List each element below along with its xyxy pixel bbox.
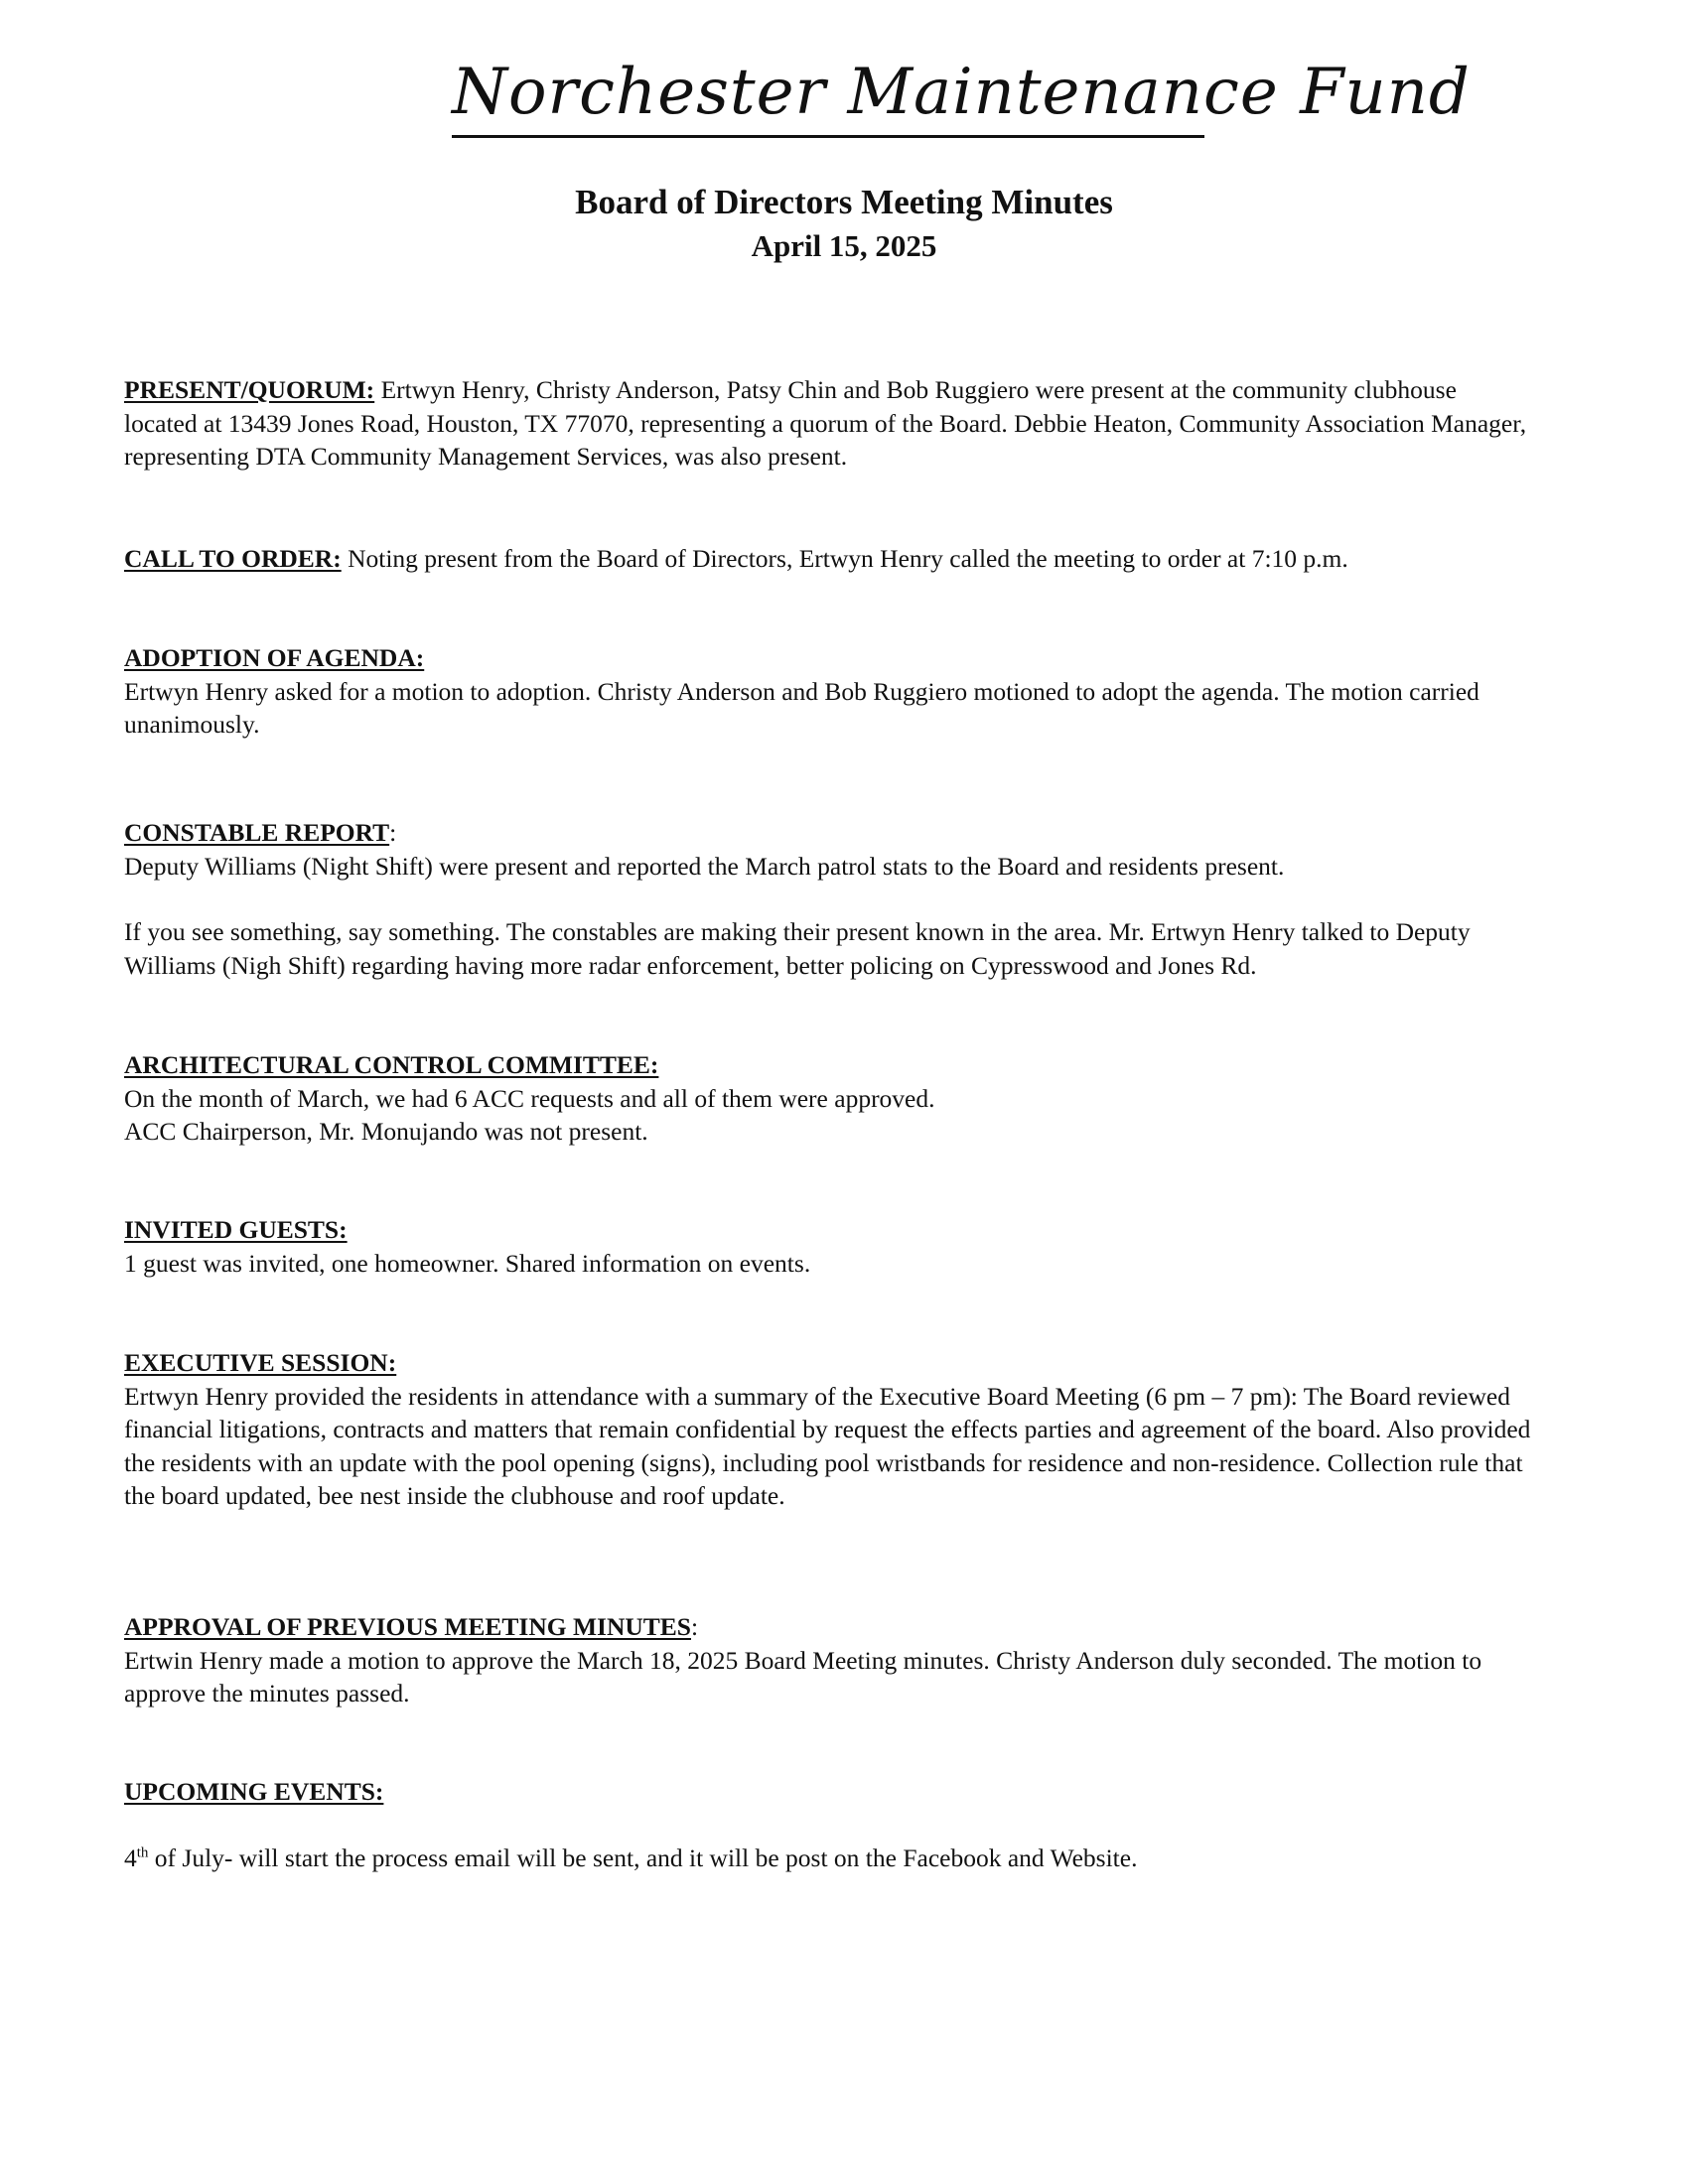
masthead [452,52,1471,138]
section-present-quorum [124,373,1534,474]
constable-line-2: If you see something, say something. The constables are making their present known in the area. Mr. Ertwyn Henry talked to Deputy Williams (Nigh Shift) regarding having more radar enforcement, better policing on Cypresswood and Jones Rd. [124,917,1471,980]
section-invited-guests [124,1213,1534,1280]
executive-heading: EXECUTIVE SESSION: [124,1348,397,1377]
present-quorum-paragraph [124,373,1534,474]
section-upcoming-events [124,1775,1534,1874]
constable-heading-line [124,816,1534,850]
present-quorum-text: Ertwyn Henry, Christy Anderson, Patsy Chin and Bob Ruggiero were present at the community clubhouse located at 13439 Jones Road, Houston, TX 77070, representing a quorum of the Board. Debbie Heaton, Community Association Manager, representing DTA Community Management Services, was also present. [124,375,1527,471]
call-to-order-paragraph [124,542,1534,576]
executive-text: Ertwyn Henry provided the residents in attendance with a summary of the Executive Board Meeting (6 pm – 7 pm): The Board reviewed financial litigations, contracts and matters that remain confidential by request the effects parties and agreement of the board. Also provided the residents with an update with the pool opening (signs), including pool wristbands for residence and non-residence. Collection rule that the board updated, bee nest inside the clubhouse and roof update. [124,1381,1531,1510]
constable-heading-suffix: : [389,818,397,847]
adoption-text: Ertwyn Henry asked for a motion to adoption. Christy Anderson and Bob Ruggiero motioned to adopt the agenda. The motion carried unanimously. [124,676,1479,739]
approval-heading-suffix: : [691,1612,699,1641]
section-executive-session [124,1346,1534,1513]
section-architectural-control [124,1048,1534,1149]
events-text [124,1842,1534,1875]
section-adoption-of-agenda [124,641,1534,742]
events-text-body: of July- will start the process email will be sent, and it will be post on the Facebook and Website. [148,1843,1138,1872]
events-date-suffix: th [136,1844,149,1860]
document-date: April 15, 2025 [751,228,937,263]
acc-heading: ARCHITECTURAL CONTROL COMMITTEE: [124,1050,659,1079]
approval-text: Ertwin Henry made a motion to approve the March 18, 2025 Board Meeting minutes. Christy Anderson duly seconded. The motion to approve the minutes passed. [124,1645,1482,1707]
guests-heading: INVITED GUESTS: [124,1215,348,1244]
events-date-number: 4 [124,1843,137,1872]
section-call-to-order [124,542,1534,576]
masthead-underline [452,135,1204,138]
call-to-order-heading: CALL TO ORDER: [124,544,342,573]
adoption-heading: ADOPTION OF AGENDA: [124,643,425,672]
section-approval-of-minutes [124,1610,1534,1710]
events-heading: UPCOMING EVENTS: [124,1777,384,1806]
call-to-order-text: Noting present from the Board of Directors, Ertwyn Henry called the meeting to order at 7:10 p.m. [341,544,1348,573]
present-quorum-heading: PRESENT/QUORUM: [124,375,375,404]
constable-line-1: Deputy Williams (Night Shift) were present and reported the March patrol stats to the Board and residents present. [124,851,1285,881]
approval-heading: APPROVAL OF PREVIOUS MEETING MINUTES [124,1612,691,1641]
constable-heading: CONSTABLE REPORT [124,818,390,847]
approval-heading-line [124,1610,1534,1644]
guests-text: 1 guest was invited, one homeowner. Shared information on events. [124,1248,811,1278]
document-title: Board of Directors Meeting Minutes [575,183,1113,221]
acc-line-1: On the month of March, we had 6 ACC requests and all of them were approved. [124,1083,935,1113]
acc-line-2: ACC Chairperson, Mr. Monujando was not present. [124,1117,648,1146]
organization-name: Norchester Maintenance Fund [452,56,1471,129]
section-constable-report [124,816,1534,982]
